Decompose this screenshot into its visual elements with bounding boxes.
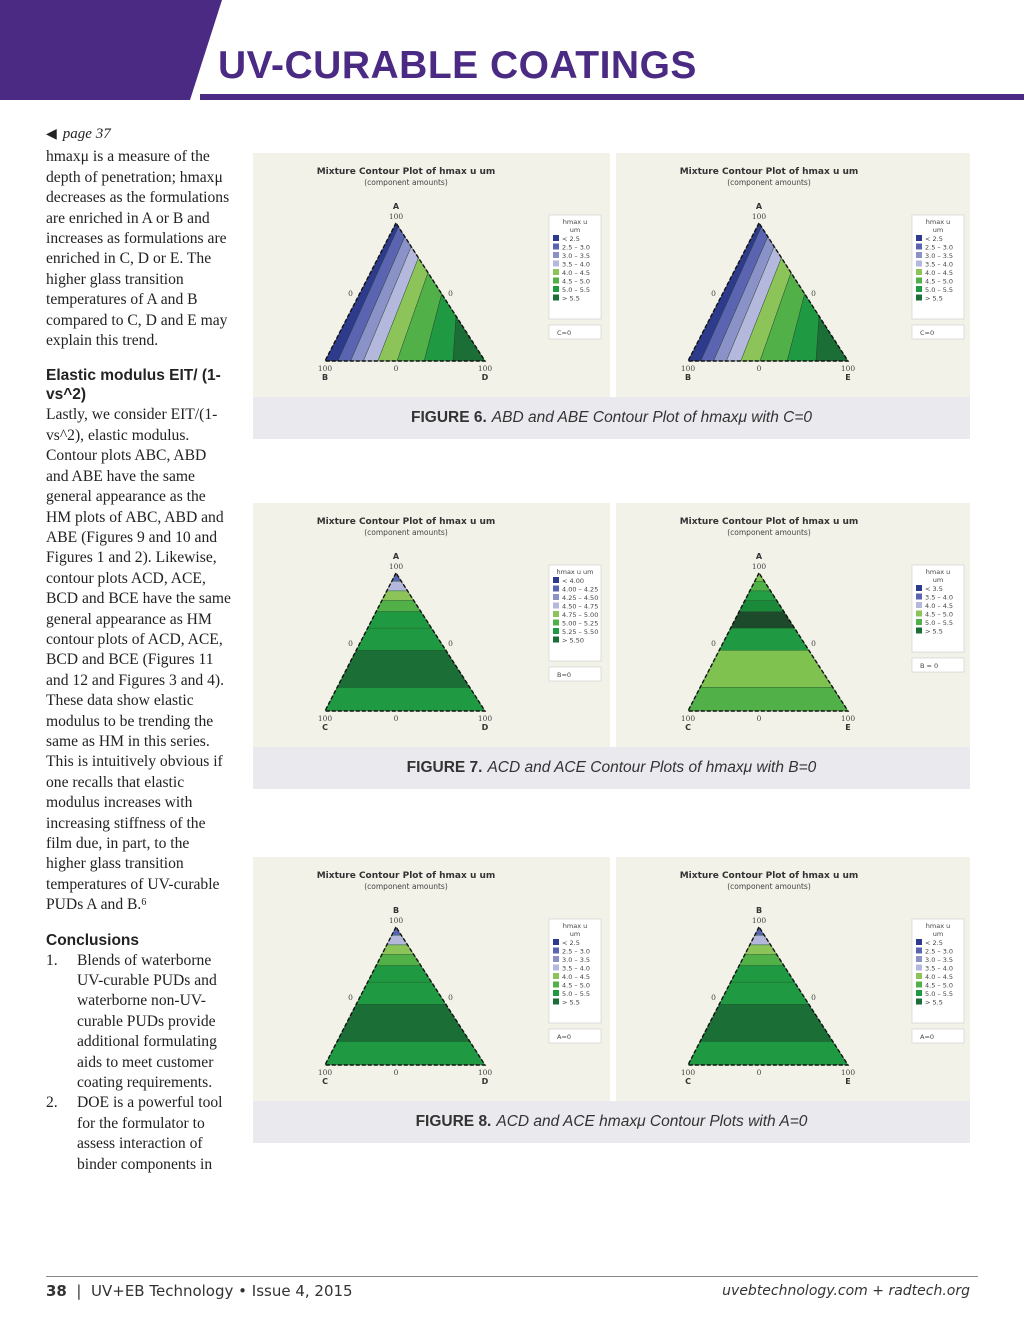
legend-swatch (553, 965, 559, 971)
legend-swatch (553, 252, 559, 258)
legend-swatch (553, 990, 559, 996)
contour-plot-abd (253, 153, 610, 398)
legend-range: > 5.5 (562, 998, 580, 1007)
plot-subtitle: (component amounts) (727, 178, 811, 187)
legend-swatch (553, 973, 559, 979)
legend-range: 4.25 – 4.50 (562, 594, 599, 602)
legend-range: 4.0 – 4.5 (562, 973, 591, 981)
vertex-label-top: A (755, 202, 763, 211)
legend-range: 4.0 – 4.5 (562, 269, 591, 277)
legend-range: > 5.5 (925, 627, 943, 636)
legend-title: hmax u (562, 218, 588, 226)
tick-label: 0 (348, 289, 353, 298)
vertex-label-right: D (481, 1077, 489, 1086)
legend-swatch (916, 252, 922, 258)
constraint-label: C=0 (557, 329, 572, 337)
legend (912, 565, 964, 672)
tick-label: 0 (711, 639, 716, 648)
ternary-plot-svg (253, 503, 610, 748)
legend-range: 4.5 – 5.0 (562, 277, 591, 286)
tick-label: 0 (811, 993, 816, 1002)
contour-plot-bcd (253, 857, 610, 1102)
legend-swatch (553, 286, 559, 292)
legend-swatch (553, 982, 559, 988)
legend-swatch (916, 999, 922, 1005)
legend-range: 2.5 – 3.0 (925, 947, 954, 956)
plot-subtitle: (component amounts) (364, 882, 448, 891)
legend-range: 2.5 – 3.0 (562, 947, 591, 956)
heading-elastic-modulus: Elastic modulus EIT/ (1-vs^2) (46, 367, 221, 404)
legend-swatch (553, 603, 559, 609)
figure-caption-text: ABD and ABE Contour Plot of hmaxμ with C=0 (491, 409, 813, 426)
list-item-text: Blends of waterborne UV-curable PUDs and waterborne non-UV-curable PUDs provide additional formulating aids to meet customer coating requirements. (77, 951, 217, 1092)
legend-range: 3.5 – 4.0 (925, 964, 954, 973)
legend-swatch (916, 956, 922, 962)
tick-label: 0 (393, 1068, 399, 1077)
legend-range: 5.00 – 5.25 (562, 619, 599, 628)
contour-plot-ace (616, 503, 970, 748)
list-item-number: 1. (46, 951, 58, 969)
legend-range: 5.0 – 5.5 (562, 990, 591, 998)
vertex-label-right: E (845, 373, 851, 382)
vertex-label-right: E (845, 723, 851, 732)
paragraph-elastic (46, 405, 232, 915)
vertex-label-top: B (755, 906, 763, 915)
legend-swatch (916, 585, 922, 591)
constraint-label: B = 0 (920, 662, 939, 670)
legend-range: 4.5 – 5.0 (925, 277, 954, 286)
figure-label: FIGURE 7. (406, 759, 483, 776)
tick-label: 100 (840, 714, 856, 723)
figure-8-caption (253, 1101, 970, 1143)
legend-swatch (553, 244, 559, 250)
tick-label: 0 (756, 1068, 762, 1077)
plot-title: Mixture Contour Plot of hmax u um (316, 871, 496, 881)
tick-label: 100 (840, 1068, 856, 1077)
plot-subtitle: (component amounts) (364, 178, 448, 187)
figure-6-caption (253, 397, 970, 439)
footer-rule (46, 1276, 978, 1277)
contour-band (719, 982, 809, 1004)
legend-swatch (553, 295, 559, 301)
legend-range: < 4.00 (562, 577, 584, 585)
heading-conclusions: Conclusions (46, 931, 140, 949)
constraint-label: A=0 (557, 1033, 572, 1041)
list-item (46, 951, 232, 1094)
contour-band (731, 612, 795, 629)
contour-band (356, 628, 446, 650)
ternary-plot-svg (616, 153, 970, 398)
tick-label: 0 (711, 993, 716, 1002)
tick-label: 0 (711, 289, 716, 298)
legend-swatch (916, 611, 922, 617)
constraint-label: A=0 (920, 1033, 935, 1041)
conclusions-list (46, 951, 232, 1175)
legend-range: 3.5 – 4.0 (925, 593, 954, 602)
legend-range: 5.0 – 5.5 (925, 286, 954, 294)
legend-swatch (916, 594, 922, 600)
legend-range: 5.0 – 5.5 (562, 286, 591, 294)
contour-band (325, 688, 485, 712)
legend-swatch (553, 235, 559, 241)
legend-title: hmax u um (556, 568, 594, 576)
plot-title: Mixture Contour Plot of hmax u um (679, 517, 859, 527)
vertex-label-right: D (481, 723, 489, 732)
tick-label: 100 (477, 1068, 493, 1077)
vertex-label-top: A (755, 552, 763, 561)
article-column (46, 124, 232, 1175)
legend-range: > 5.5 (562, 294, 580, 303)
legend-swatch (553, 611, 559, 617)
constraint-label: B=0 (557, 671, 572, 679)
figure-label: FIGURE 8. (415, 1113, 492, 1130)
legend-range: > 5.5 (925, 294, 943, 303)
contour-band (368, 612, 432, 629)
tick-label: 100 (751, 562, 767, 571)
legend-range: 4.0 – 4.5 (925, 973, 954, 981)
legend-swatch (916, 939, 922, 945)
list-item-number: 2. (46, 1094, 58, 1112)
contour-band (719, 628, 809, 650)
legend-title: um (569, 226, 581, 234)
legend-swatch (916, 982, 922, 988)
tick-label: 0 (448, 289, 453, 298)
tick-label: 100 (388, 916, 404, 925)
legend-range: 4.75 – 5.00 (562, 611, 599, 619)
tick-label: 100 (317, 1068, 333, 1077)
legend-range: 3.5 – 4.0 (925, 260, 954, 269)
vertex-label-left: C (685, 723, 691, 732)
legend (549, 215, 601, 339)
tick-label: 100 (680, 714, 696, 723)
legend (912, 215, 964, 339)
tick-label: 0 (448, 639, 453, 648)
figure-caption-text: ACD and ACE Contour Plots of hmaxμ with B=0 (487, 759, 817, 776)
legend-title: um (932, 226, 944, 234)
vertex-label-left: B (321, 373, 329, 382)
legend-range: < 2.5 (562, 235, 580, 243)
constraint-label: C=0 (920, 329, 935, 337)
tick-label: 100 (388, 212, 404, 221)
vertex-label-right: D (481, 373, 489, 382)
legend-title: um (932, 576, 944, 584)
tick-label: 0 (756, 364, 762, 373)
legend-title: um (932, 930, 944, 938)
contour-plot-abe (616, 153, 970, 398)
legend-range: 4.50 – 4.75 (562, 602, 599, 611)
paragraph-elastic-text: Lastly, we consider EIT/(1-vs^2), elastic modulus. Contour plots ABC, ABD and ABE have the same general appearance as the HM plots of ABC, ABD and ABE (Figures 9 and 10 and Figures 1 and 2). Likewise, contour plots ACD, ACE, BCD and BCE have the same general appearance as HM contour plots of ACD, ACE, BCD and BCE (Figures 11 and 12 and Figures 3 and 4). These data show elastic modulus to be trending the same as HM in this series. This is intuitively obvious if one recalls that elastic modulus increases with increasing stiffness of the film due, in part, to the higher glass transition temperatures of UV-curable PUDs A and B. (46, 406, 231, 914)
tick-label: 0 (448, 993, 453, 1002)
legend-swatch (916, 619, 922, 625)
tick-label: 0 (756, 714, 762, 723)
tick-label: 100 (680, 364, 696, 373)
tick-label: 100 (477, 364, 493, 373)
vertex-label-top: A (392, 552, 400, 561)
legend-range: 3.5 – 4.0 (562, 260, 591, 269)
legend-range: < 2.5 (925, 235, 943, 243)
back-arrow-icon: ◀ (46, 127, 57, 142)
contour-band (731, 966, 795, 983)
tick-label: 100 (680, 1068, 696, 1077)
paragraph-hmax: hmaxμ is a measure of the depth of penetration; hmaxμ decreases as the formulations are enriched in A or B and increases as formulations are enriched in C, D or E. The higher glass transition temperatures of A and B compared to C, D and E may explain this trend. (46, 148, 230, 350)
list-item (46, 1093, 232, 1175)
footer-publication: 38 | UV+EB Technology • Issue 4, 2015 (46, 1282, 353, 1300)
plot-title: Mixture Contour Plot of hmax u um (679, 167, 859, 177)
legend-range: 4.5 – 5.0 (925, 610, 954, 619)
legend-swatch (916, 973, 922, 979)
continued-from[interactable] (46, 124, 232, 145)
plot-subtitle: (component amounts) (364, 528, 448, 537)
legend-swatch (916, 990, 922, 996)
legend-swatch (916, 286, 922, 292)
legend-swatch (916, 235, 922, 241)
legend-swatch (553, 269, 559, 275)
legend-title: hmax u (925, 922, 951, 930)
tick-label: 100 (751, 916, 767, 925)
legend-range: 4.00 – 4.25 (562, 585, 599, 594)
page-number: 38 (46, 1282, 67, 1300)
tick-label: 0 (348, 993, 353, 1002)
legend-range: < 3.5 (925, 585, 943, 593)
section-title: UV-CURABLE COATINGS (218, 44, 697, 87)
list-item-text: DOE is a powerful tool for the formulator to assess interaction of binder components in (77, 1094, 223, 1173)
ternary-plot-svg (253, 857, 610, 1102)
legend-range: 4.0 – 4.5 (925, 602, 954, 610)
back-link-label: page 37 (62, 126, 111, 142)
tick-label: 100 (751, 212, 767, 221)
legend-title: hmax u (562, 922, 588, 930)
legend (549, 565, 601, 681)
plot-subtitle: (component amounts) (727, 528, 811, 537)
legend-swatch (916, 295, 922, 301)
vertex-label-top: B (392, 906, 400, 915)
legend-range: 3.0 – 3.5 (925, 252, 954, 260)
contour-band (688, 1042, 848, 1066)
legend-swatch (553, 948, 559, 954)
legend-swatch (916, 269, 922, 275)
legend-range: 5.0 – 5.5 (925, 619, 954, 627)
vertex-label-left: C (322, 1077, 328, 1086)
legend-title: um (569, 930, 581, 938)
vertex-label-left: C (322, 723, 328, 732)
legend-range: 5.0 – 5.5 (925, 990, 954, 998)
legend-swatch (553, 637, 559, 643)
ternary-plot-svg (616, 857, 970, 1102)
legend-swatch (553, 628, 559, 634)
legend-swatch (916, 628, 922, 634)
legend-swatch (553, 261, 559, 267)
plot-title: Mixture Contour Plot of hmax u um (679, 871, 859, 881)
legend-range: 3.0 – 3.5 (925, 956, 954, 964)
tick-label: 0 (811, 289, 816, 298)
publication-issue: UV+EB Technology • Issue 4, 2015 (91, 1282, 353, 1300)
tick-label: 100 (840, 364, 856, 373)
legend-swatch (916, 602, 922, 608)
legend-range: > 5.5 (925, 998, 943, 1007)
legend-swatch (916, 965, 922, 971)
legend-swatch (553, 278, 559, 284)
legend-swatch (916, 261, 922, 267)
tick-label: 0 (348, 639, 353, 648)
ternary-plot-svg (616, 503, 970, 748)
footnote-ref: 6 (141, 897, 147, 909)
legend (549, 919, 601, 1043)
legend (912, 919, 964, 1043)
contour-band (816, 316, 848, 361)
tick-label: 100 (477, 714, 493, 723)
footer-websites[interactable]: uvebtechnology.com + radtech.org (722, 1283, 970, 1299)
tick-label: 0 (393, 714, 399, 723)
figure-label: FIGURE 6. (410, 409, 487, 426)
legend-swatch (916, 278, 922, 284)
vertex-label-top: A (392, 202, 400, 211)
legend-swatch (916, 948, 922, 954)
tick-label: 100 (388, 562, 404, 571)
figure-caption-text: ACD and ACE hmaxμ Contour Plots with A=0 (496, 1113, 808, 1130)
plot-title: Mixture Contour Plot of hmax u um (316, 517, 496, 527)
legend-range: < 2.5 (925, 939, 943, 947)
legend-title: hmax u (925, 218, 951, 226)
plot-title: Mixture Contour Plot of hmax u um (316, 167, 496, 177)
legend-swatch (553, 620, 559, 626)
vertex-label-right: E (845, 1077, 851, 1086)
legend-range: 5.25 – 5.50 (562, 628, 599, 636)
ternary-plot-svg (253, 153, 610, 398)
legend-range: 4.0 – 4.5 (925, 269, 954, 277)
legend-range: 3.0 – 3.5 (562, 956, 591, 964)
legend-swatch (553, 577, 559, 583)
tick-label: 100 (317, 364, 333, 373)
vertex-label-left: B (684, 373, 692, 382)
legend-title: hmax u (925, 568, 951, 576)
legend-range: 4.5 – 5.0 (562, 981, 591, 990)
legend-swatch (553, 956, 559, 962)
tick-label: 0 (393, 364, 399, 373)
legend-swatch (553, 939, 559, 945)
legend-range: 2.5 – 3.0 (925, 243, 954, 252)
figure-7-caption (253, 747, 970, 789)
legend-range: 2.5 – 3.0 (562, 243, 591, 252)
legend-range: > 5.50 (562, 636, 584, 645)
contour-plot-acd (253, 503, 610, 748)
contour-band (453, 316, 485, 361)
contour-band (688, 688, 848, 712)
tick-label: 100 (317, 714, 333, 723)
tick-label: 0 (811, 639, 816, 648)
contour-plot-bce (616, 857, 970, 1102)
legend-swatch (916, 244, 922, 250)
contour-band (356, 982, 446, 1004)
contour-band (325, 1042, 485, 1066)
legend-range: 3.0 – 3.5 (562, 252, 591, 260)
legend-swatch (553, 999, 559, 1005)
legend-range: 3.5 – 4.0 (562, 964, 591, 973)
contour-band (368, 966, 432, 983)
vertex-label-left: C (685, 1077, 691, 1086)
legend-swatch (553, 594, 559, 600)
legend-range: < 2.5 (562, 939, 580, 947)
legend-range: 4.5 – 5.0 (925, 981, 954, 990)
legend-swatch (553, 586, 559, 592)
plot-subtitle: (component amounts) (727, 882, 811, 891)
